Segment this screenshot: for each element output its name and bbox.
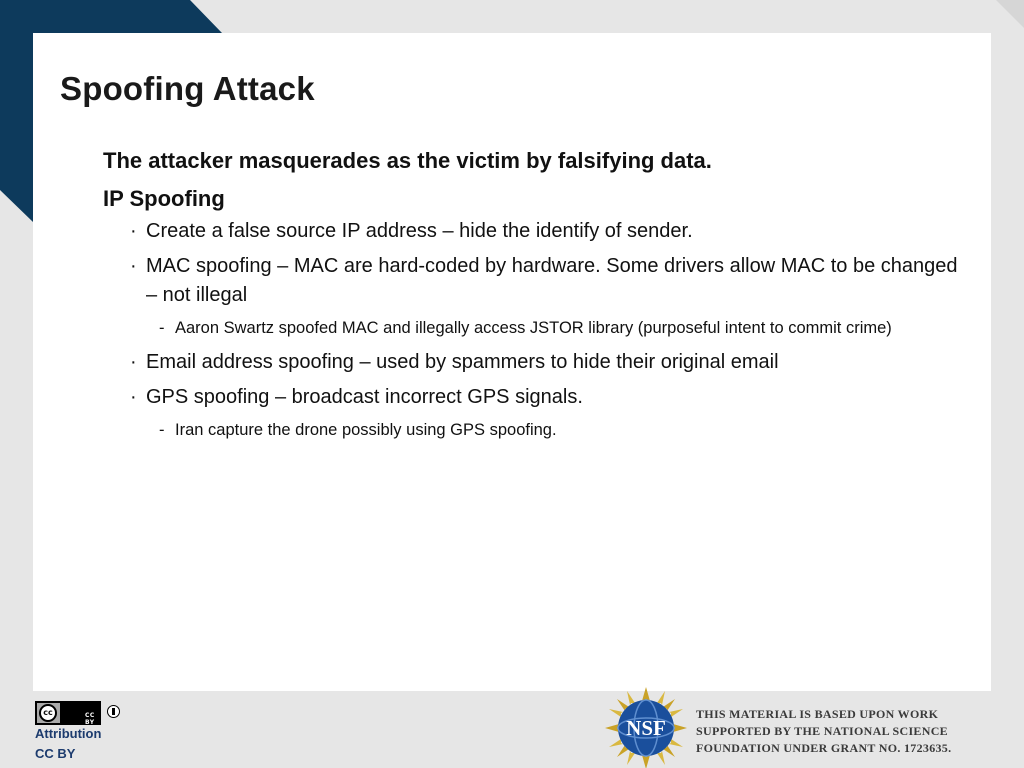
- cc-badge-strip: [60, 703, 99, 726]
- slide-footer: [0, 691, 1024, 768]
- sub-bullet-marker: -: [159, 319, 165, 337]
- cc-badge-text: CC BY: [85, 712, 95, 726]
- bullet-text: Create a false source IP address – hide the identify of sender.: [146, 220, 693, 242]
- bullet-marker: ·: [130, 220, 137, 242]
- bullet-text: MAC spoofing – MAC are hard-coded by hardware. Some drivers allow MAC to be changed – not illegal: [146, 255, 958, 306]
- bullet-item: [103, 217, 963, 246]
- cc-icon: cc: [39, 704, 57, 722]
- nsf-statement-line: THIS MATERIAL IS BASED UPON WORK: [696, 707, 939, 721]
- creative-commons-badge[interactable]: [35, 701, 101, 725]
- bullet-text: GPS spoofing – broadcast incorrect GPS signals.: [146, 386, 583, 408]
- nsf-logo: [605, 687, 687, 768]
- nsf-funding-statement: [696, 706, 1016, 757]
- attribution-person-icon: [107, 705, 120, 718]
- gray-corner-accent: [996, 0, 1024, 28]
- intro-statement: The attacker masquerades as the victim by falsifying data.: [103, 148, 712, 173]
- sub-bullet-text: Aaron Swartz spoofed MAC and illegally access JSTOR library (purposeful intent to commit crime): [175, 319, 892, 337]
- license-name: Attribution: [35, 726, 102, 741]
- bullet-item: [103, 252, 963, 310]
- sub-bullet-marker: -: [159, 421, 165, 439]
- nsf-statement-line: FOUNDATION UNDER GRANT NO. 1723635.: [696, 741, 952, 755]
- slide-content: [103, 147, 963, 450]
- bullet-item: [103, 348, 963, 377]
- slide-title: Spoofing Attack: [60, 70, 315, 107]
- slide-panel: [33, 33, 991, 691]
- bullet-marker: ·: [130, 386, 137, 408]
- section-heading: IP Spoofing: [103, 186, 225, 211]
- sub-bullet-item: [103, 418, 963, 442]
- sub-bullet-item: [103, 316, 963, 340]
- bullet-marker: ·: [130, 351, 137, 373]
- bullet-text: Email address spoofing – used by spammers to hide their original email: [146, 351, 779, 373]
- license-short-name: CC BY: [35, 746, 76, 761]
- sub-bullet-text: Iran capture the drone possibly using GPS spoofing.: [175, 421, 557, 439]
- bullet-item: [103, 383, 963, 412]
- bullet-marker: ·: [130, 255, 137, 277]
- nsf-logo-text: NSF: [626, 716, 666, 740]
- nsf-statement-line: SUPPORTED BY THE NATIONAL SCIENCE: [696, 724, 948, 738]
